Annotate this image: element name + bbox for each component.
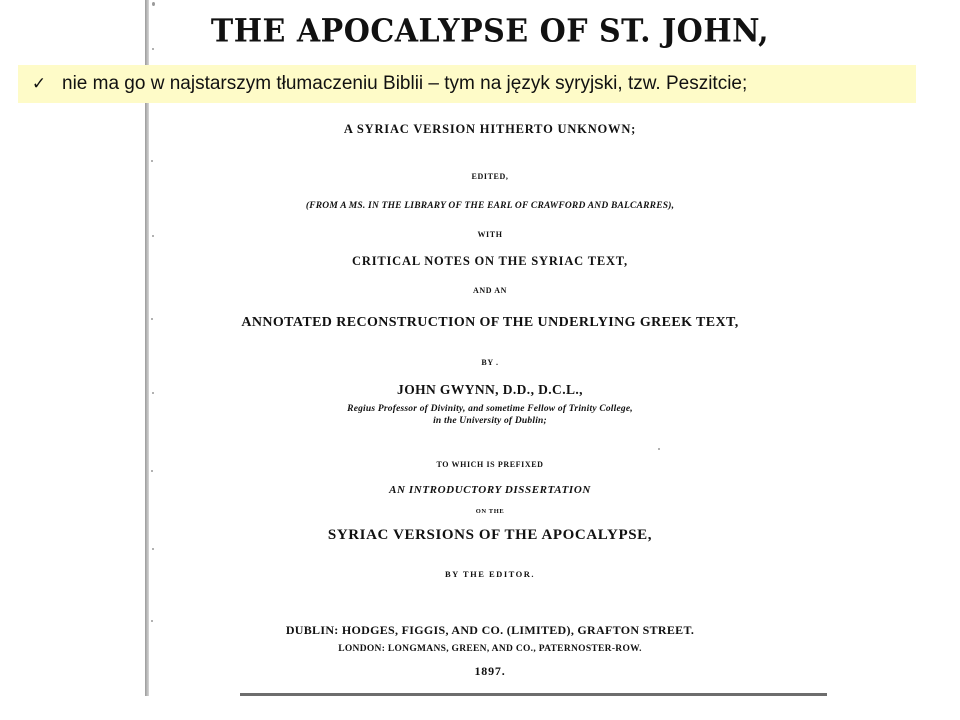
checkmark-icon: ✓ <box>31 74 47 94</box>
scan-speck <box>658 448 660 450</box>
scan-speck <box>152 392 154 394</box>
critical-notes-line: CRITICAL NOTES ON THE SYRIAC TEXT, <box>352 254 628 268</box>
and-an-label: AND AN <box>472 286 508 295</box>
scan-speck <box>152 2 155 6</box>
banner-text: nie ma go w najstarszym tłumaczeniu Biblii – tym na język syryjski, tzw. Peszitcie; <box>62 73 748 94</box>
book-title: THE APOCALYPSE OF ST. JOHN, <box>210 13 770 50</box>
prefixed-label: TO WHICH IS PREFIXED <box>436 460 544 469</box>
with-label: WITH <box>477 230 503 239</box>
author-role-line-2: in the University of Dublin; <box>433 416 547 426</box>
publisher-dublin: DUBLIN: HODGES, FIGGIS, AND CO. (LIMITED), GRAFTON STREET. <box>285 623 695 637</box>
scan-left-edge <box>145 0 149 696</box>
by-label: BY . <box>481 358 499 367</box>
dissertation-line: AN INTRODUCTORY DISSERTATION <box>389 484 591 496</box>
scan-speck <box>152 48 154 50</box>
scan-speck <box>152 235 154 237</box>
scan-speck <box>151 470 153 472</box>
scan-bottom-edge <box>240 693 827 696</box>
by-editor-line: BY THE EDITOR. <box>444 569 536 579</box>
on-the-label: ON THE <box>475 508 505 515</box>
scan-speck <box>151 160 153 162</box>
scan-speck <box>151 620 153 622</box>
publication-year: 1897. <box>474 664 506 678</box>
edited-label: EDITED, <box>471 172 509 181</box>
highlight-banner <box>18 65 916 103</box>
author-name: JOHN GWYNN, D.D., D.C.L., <box>397 382 583 397</box>
book-subtitle: A SYRIAC VERSION HITHERTO UNKNOWN; <box>343 122 637 136</box>
scanned-title-page <box>145 0 827 696</box>
manuscript-source: (FROM A MS. IN THE LIBRARY OF THE EARL OF CRAWFORD AND BALCARRES), <box>305 201 675 211</box>
reconstruction-line: ANNOTATED RECONSTRUCTION OF THE UNDERLYING GREEK TEXT, <box>241 315 739 330</box>
publisher-london: LONDON: LONGMANS, GREEN, AND CO., PATERNOSTER-ROW. <box>338 644 642 654</box>
versions-line: SYRIAC VERSIONS OF THE APOCALYPSE, <box>327 527 653 543</box>
scan-speck <box>152 548 154 550</box>
author-role-line-1: Regius Professor of Divinity, and sometime Fellow of Trinity College, <box>347 404 633 414</box>
scan-speck <box>151 318 153 320</box>
